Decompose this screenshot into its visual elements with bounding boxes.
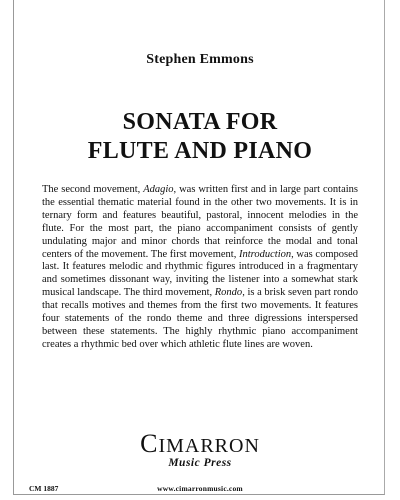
publisher-logo xyxy=(0,429,400,469)
movement-name-rondo: Rondo xyxy=(214,287,243,299)
publisher-logo-wordmark xyxy=(0,429,400,458)
notes-text-3: , was composed last. It features melodic and rhythmic figures introduced in a fragmentary and sometimes dissonant way, inviting the listener into a somewhat stark musical landscape. The third movement, xyxy=(42,248,359,299)
logo-initial: C xyxy=(140,429,159,458)
title-line-2: FLUTE AND PIANO xyxy=(87,138,313,164)
work-title xyxy=(0,108,400,166)
title-line-1: SONATA FOR xyxy=(122,109,278,135)
publisher-logo-subtitle: Music Press xyxy=(168,457,232,469)
publisher-website[interactable]: www.cimarronmusic.com xyxy=(157,484,243,493)
notes-text-4: , is a brisk seven part rondo that recalls motives and themes from the first two movements. It features four statements of the rondo theme and three digressions interspersed between these statements. The highly rhythmic piano accompaniment creates a rhythmic bed over which athletic flute lines are woven. xyxy=(42,287,358,350)
catalog-number: CM 1887 xyxy=(29,484,59,493)
composer-name: Stephen Emmons xyxy=(146,52,254,67)
movement-name-adagio: Adagio xyxy=(143,184,174,195)
logo-rest: IMARRON xyxy=(158,435,260,457)
notes-text-2: , was written first and in large part contains the essential thematic material found in the other two movements. It is in ternary form and features beautiful, pastoral, innocent melodies in the flute. For the most part, the piano accompaniment consists of gently undulating major and minor chords that reinforce the modal and tonal centers of the movement. The first movement, xyxy=(42,184,358,260)
program-notes xyxy=(42,184,358,352)
movement-name-introduction: Introduction xyxy=(239,248,292,260)
notes-text-1: The second movement, xyxy=(42,184,144,195)
